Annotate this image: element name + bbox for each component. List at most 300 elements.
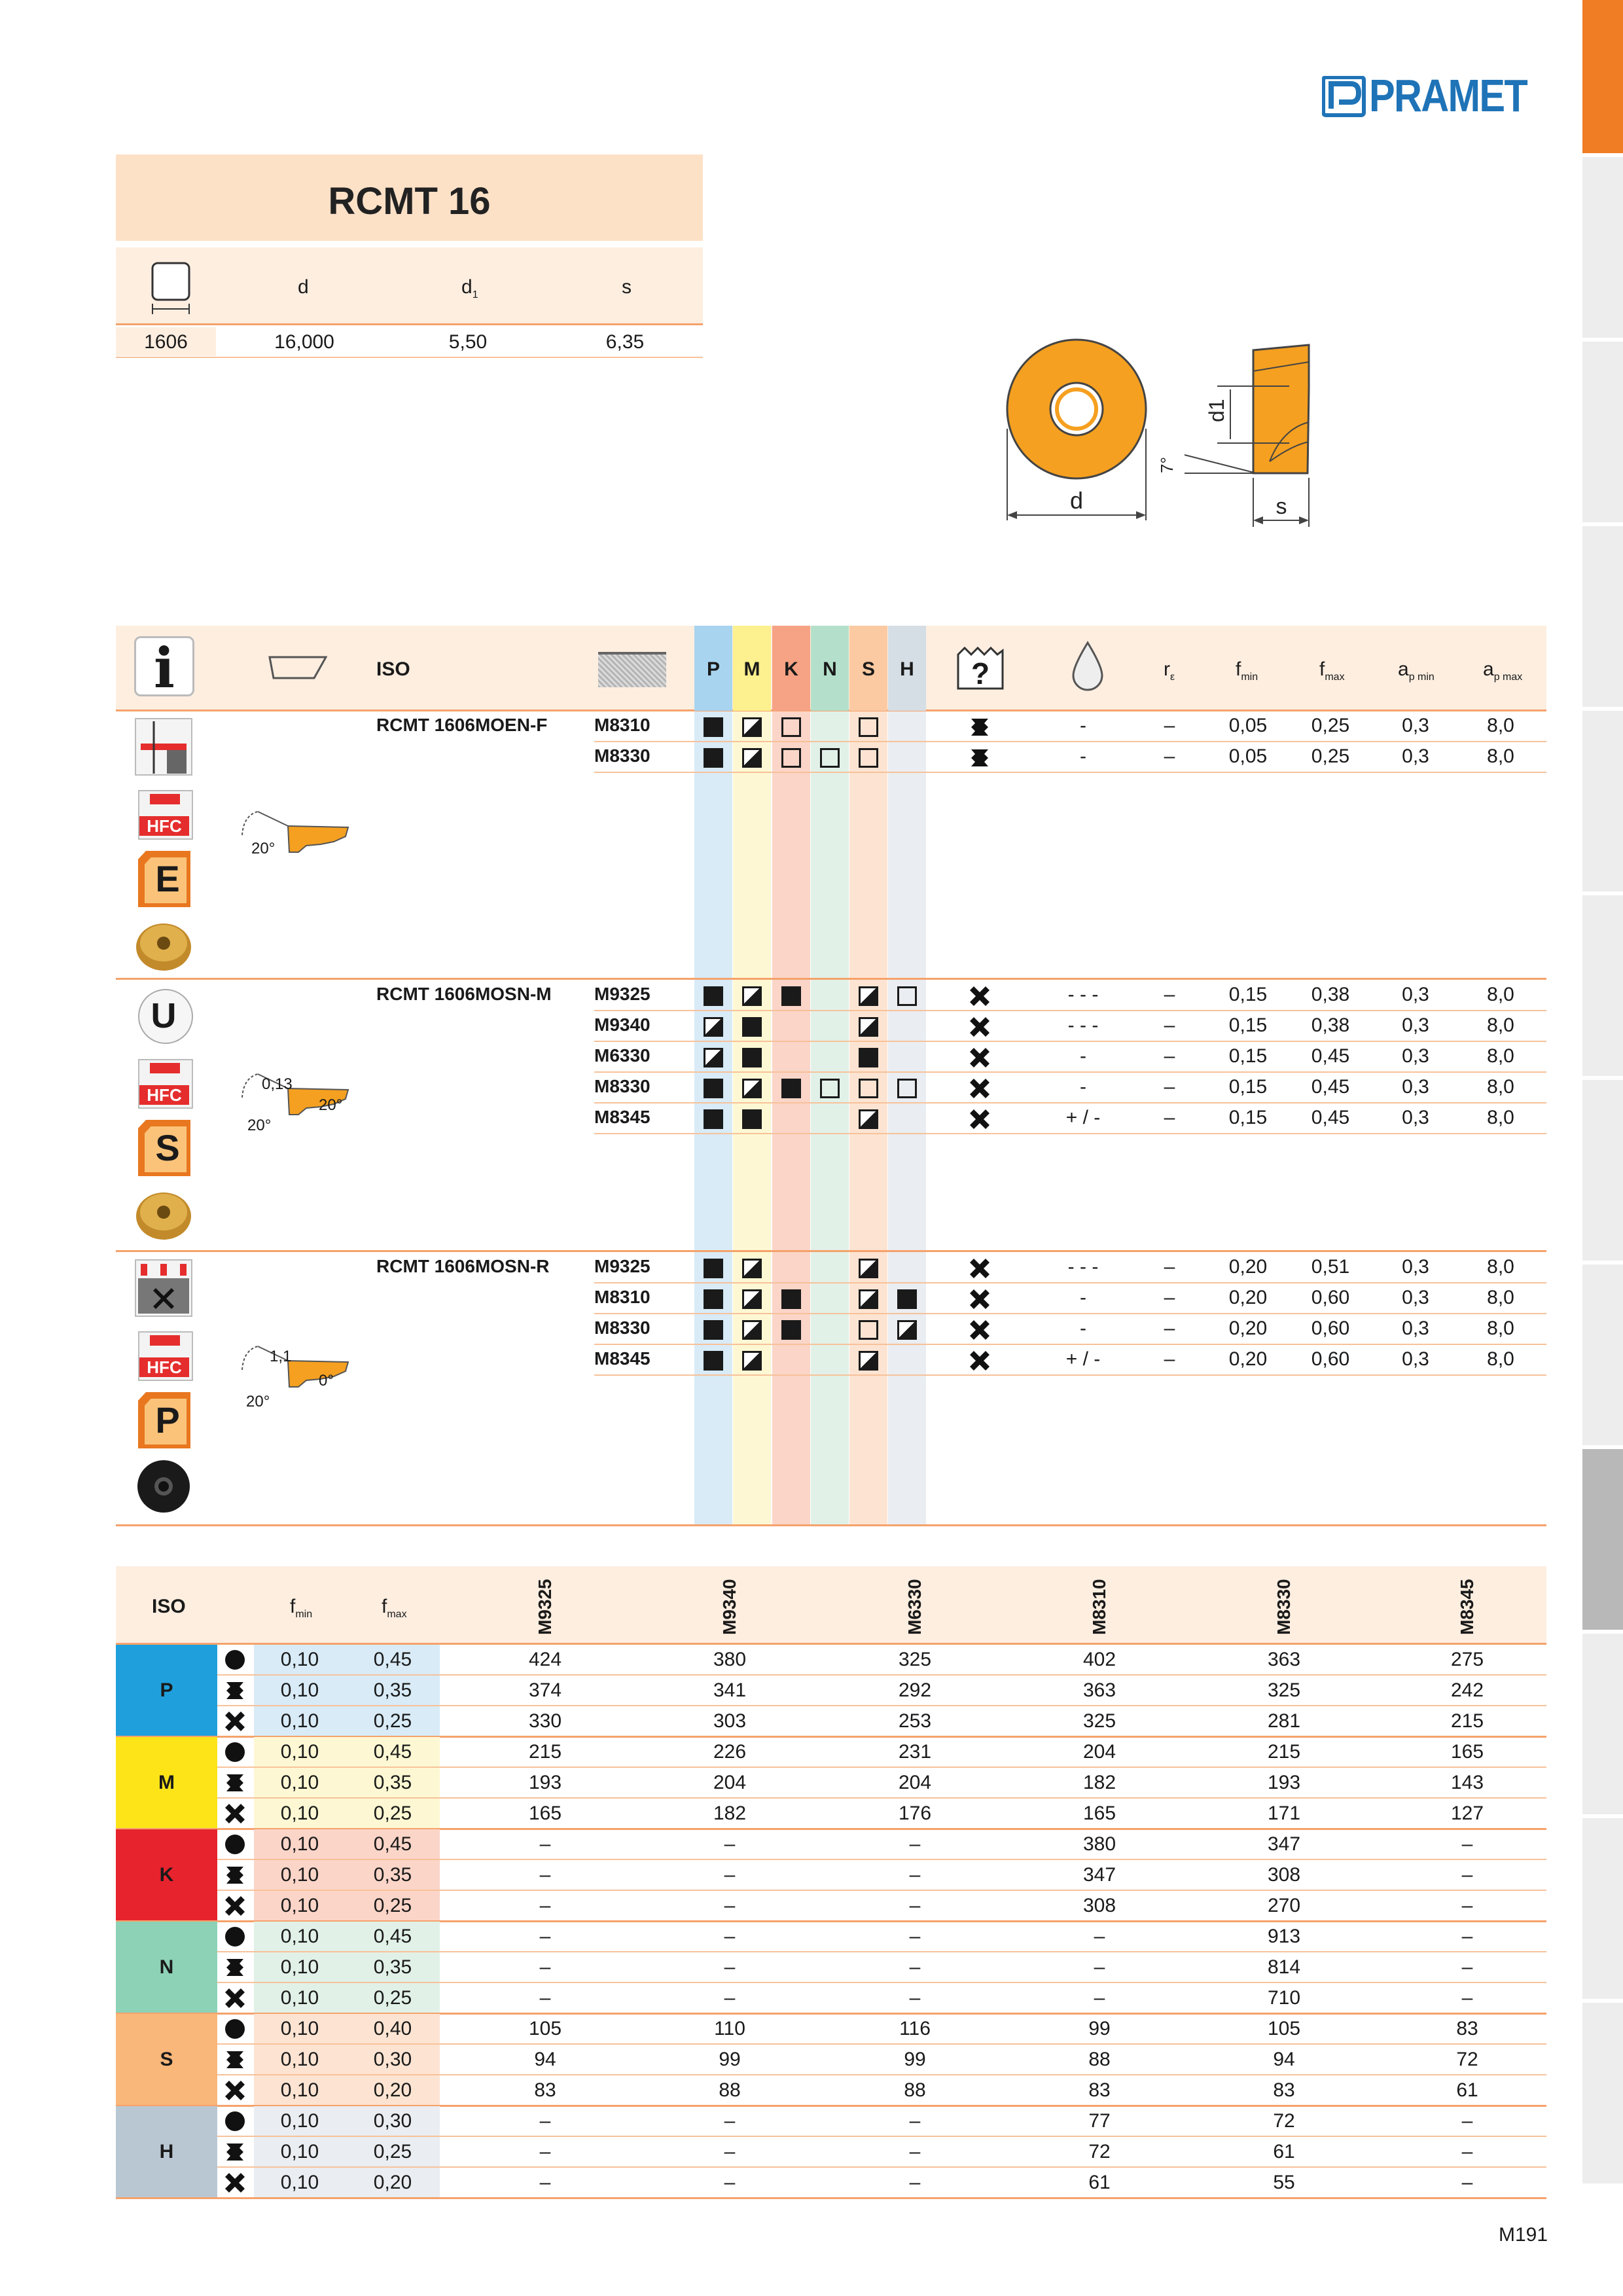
cutting-speed-value: 94 [1273,2049,1295,2070]
insert-photo-icon [134,916,193,975]
geometry-label: 20° [246,1393,270,1410]
cutting-speed-value: 182 [1082,1772,1116,1793]
fmin-value: 0,15 [1228,984,1268,1005]
fmax-value: 0,60 [1311,1287,1350,1308]
insert-photo-black-icon [134,1457,193,1516]
speed-grade-header: M6330 [904,1579,925,1635]
speed-fmin: 0,10 [280,1864,319,1886]
cutting-speed-value: 325 [898,1649,932,1670]
apmax-value: 8,0 [1487,1107,1514,1128]
speed-fmin: 0,10 [280,2110,319,2132]
speed-fmin: 0,10 [280,1833,319,1855]
cutting-speed-value: – [724,1864,736,1886]
material-label: M [158,1771,175,1793]
coolant-value: - - - [1067,1014,1099,1036]
apmin-value: 0,3 [1402,1107,1429,1128]
grade-name: M9340 [594,1014,651,1035]
cutting-speed-value: – [539,1926,551,1947]
suitability-mark [897,1079,917,1098]
fmin-value: 0,20 [1228,1348,1268,1370]
speed-fmax: 0,25 [373,1803,412,1824]
corner-radius-value: – [1164,745,1175,767]
fmin-value: 0,15 [1228,1045,1268,1067]
cutting-speed-value: 424 [528,1649,562,1670]
apmin-value: 0,3 [1402,1348,1429,1370]
speed-fmax: 0,20 [373,2172,412,2193]
cutting-speed-value: 325 [1267,1679,1301,1701]
roughing-icon [134,1259,193,1318]
cutting-speed-value: 204 [713,1772,747,1793]
suitability-mark [704,1079,723,1098]
apmax-value: 8,0 [1487,1287,1514,1308]
e-icon: E [134,850,193,908]
geometry-label: 0,13 [262,1075,293,1093]
cutting-speed-value: 308 [1267,1864,1301,1886]
insert-designation: RCMT 1606MOEN-F [376,715,548,735]
cutting-speed-value: – [724,1956,736,1978]
cutting-speed-value: 814 [1267,1956,1301,1978]
cutting-speed-value: – [724,2172,736,2193]
s-icon: S [134,1119,193,1177]
apmin-value: 0,3 [1402,1287,1429,1308]
info-icon: i [134,636,194,696]
cutting-speed-value: – [1461,2172,1473,2193]
medium-machining-icon [224,2049,246,2071]
speed-fmax: 0,40 [373,2018,412,2039]
cutting-speed-value: 275 [1450,1649,1484,1670]
cutting-speed-value: 363 [1267,1649,1301,1670]
suitability-mark [781,717,801,737]
apmin-value: 0,3 [1402,1318,1429,1339]
brand-name: PRAMET [1369,70,1527,121]
suitability-mark [859,1351,878,1371]
cutting-speed-value: 710 [1267,1987,1301,2009]
material-block-k [116,1829,217,1922]
cutting-speed-value: 374 [528,1679,562,1701]
speed-fmax: 0,25 [373,1710,412,1732]
apmax-value: 8,0 [1487,1256,1514,1278]
dim-d1-value: 5,50 [448,331,488,353]
roughing-icon [224,2079,246,2102]
speed-fmax: 0,25 [373,1895,412,1916]
speed-grade-header: M9340 [719,1579,740,1635]
cutting-speed-value: 105 [528,2018,562,2039]
suitability-mark [704,986,723,1006]
cutting-speed-value: 165 [528,1803,562,1824]
cutting-speed-value: – [539,1987,551,2009]
apmax-value: 8,0 [1487,1318,1514,1339]
header-fmax: $f_{max}$ [1319,658,1345,683]
material-block-m [116,1737,217,1829]
speed-grade-header: M9325 [535,1579,555,1635]
coolant-value: - [1080,1287,1086,1308]
fmin-value: 0,15 [1228,1076,1268,1098]
roughing-icon [969,1257,991,1280]
header-apmin: $a_{p min}$ [1398,658,1435,683]
cutting-speed-value: – [724,2110,736,2132]
speed-fmax: 0,30 [373,2049,412,2070]
cutting-speed-value: – [1461,1987,1473,2009]
cutting-speed-value: – [539,2110,551,2132]
cutting-speed-value: 61 [1456,2079,1478,2101]
suitability-mark [781,986,801,1006]
corner-radius-value: – [1164,1287,1175,1308]
cutting-speed-value: 182 [713,1803,747,1824]
speed-fmin: 0,10 [280,1679,319,1701]
corner-radius-value: – [1164,1045,1175,1067]
page-number: M191 [1499,2224,1548,2246]
suitability-mark [704,1320,723,1340]
speed-grade-header: M8345 [1457,1579,1477,1635]
side-tab[interactable] [1582,342,1623,522]
cutting-speed-value: 143 [1450,1772,1484,1793]
side-tab[interactable] [1582,895,1623,1076]
fmax-value: 0,25 [1311,715,1350,736]
speed-fmax: 0,35 [373,1679,412,1701]
suitability-mark [742,717,762,737]
cutting-speed-value: – [1461,2141,1473,2162]
cutting-speed-value: – [539,1833,551,1855]
header-r: $r_\varepsilon$ [1164,658,1175,683]
side-tab[interactable] [1582,1634,1623,1814]
speed-fmin: 0,10 [280,1895,319,1916]
speed-fmin: 0,10 [280,1803,319,1824]
side-tab[interactable] [1582,1818,1623,1999]
finishing-icon [224,1833,246,1856]
header-fmin: $f_{min}$ [1236,658,1258,683]
roughing-icon [969,1016,991,1038]
corner-radius-value: – [1164,1014,1175,1036]
speed-fmax: 0,25 [373,2141,412,2162]
speed-grade-header: M8310 [1089,1579,1109,1635]
fmin-value: 0,20 [1228,1256,1268,1278]
roughing-icon [224,1895,246,1917]
material-header-p: P [694,626,732,711]
side-tab-active[interactable] [1582,0,1623,153]
cutting-speed-value: – [1461,1895,1473,1916]
suitability-mark [781,1289,801,1309]
cutting-speed-value: 380 [1082,1833,1116,1855]
cutting-speed-value: 242 [1450,1679,1484,1701]
apmax-value: 8,0 [1487,1348,1514,1370]
medium-machining-icon [224,1772,246,1794]
coolant-value: - [1080,1045,1086,1067]
cutting-speed-value: 165 [1082,1803,1116,1824]
suitability-mark [781,748,801,768]
cutting-speed-value: 292 [898,1679,932,1701]
dimension-header [116,247,703,325]
grade-name: M8345 [594,1107,651,1127]
medium-machining-icon [224,1956,246,1979]
speed-header-iso: ISO [152,1596,186,1617]
coolant-value: - [1080,745,1086,767]
cutting-speed-value: 193 [528,1772,562,1793]
speed-fmin: 0,10 [280,1956,319,1978]
fmin-value: 0,20 [1228,1318,1268,1339]
cutting-speed-value: – [909,1987,921,2009]
dim-s-value: 6,35 [605,331,645,353]
side-tab[interactable] [1582,1265,1623,1445]
suitability-mark [742,1259,762,1278]
cutting-speed-value: 215 [1267,1741,1301,1763]
speed-fmin: 0,10 [280,2079,319,2101]
suitability-mark [742,1320,762,1340]
medium-machining-icon [224,1679,246,1702]
geometry-label: 1,1 [270,1348,292,1365]
fmax-value: 0,60 [1311,1318,1350,1339]
cutting-speed-value: 347 [1267,1833,1301,1855]
suitability-mark [742,1079,762,1098]
apmin-value: 0,3 [1402,1076,1429,1098]
speed-fmax: 0,35 [373,1864,412,1886]
cutting-speed-value: 341 [713,1679,747,1701]
cutting-speed-value: 325 [1082,1710,1116,1732]
cutting-speed-value: – [1461,1864,1473,1886]
cutting-speed-value: 347 [1082,1864,1116,1886]
material-column-n [811,711,849,1526]
corner-radius-value: – [1164,1348,1175,1370]
cutting-speed-value: – [1094,1987,1105,2009]
dim-header-d: d [298,276,309,298]
fmin-value: 0,05 [1228,745,1268,767]
suitability-mark [742,1351,762,1371]
medium-machining-icon [969,716,991,738]
suitability-mark [820,748,840,768]
speed-fmin: 0,10 [280,1741,319,1763]
cutting-speed-value: – [1094,1956,1105,1978]
roughing-icon [969,985,991,1007]
suitability-mark [742,1289,762,1309]
cutting-speed-value: – [724,1926,736,1947]
speed-fmin: 0,10 [280,1710,319,1732]
suitability-mark [704,1109,723,1129]
speed-fmin: 0,10 [280,1926,319,1947]
suitability-mark [704,1289,723,1309]
cutting-speed-value: 55 [1273,2172,1295,2193]
grade-name: M9325 [594,984,651,1004]
cutting-speed-value: – [724,1895,736,1916]
cutting-speed-value: 83 [1273,2079,1295,2101]
suitability-mark [704,1259,723,1278]
grade-name: M8330 [594,1076,651,1096]
speed-fmin: 0,10 [280,2141,319,2162]
fmax-value: 0,51 [1311,1256,1350,1278]
apmax-value: 8,0 [1487,745,1514,767]
drawing-label-s: s [1275,494,1287,519]
question-icon: ? [955,645,1005,691]
cutting-speed-value: 88 [719,2079,741,2101]
cutting-speed-value: – [724,1987,736,2009]
cutting-speed-value: 94 [534,2049,556,2070]
material-label: P [160,1679,173,1701]
cutting-speed-value: 204 [1082,1741,1116,1763]
cutting-speed-value: – [1461,2110,1473,2132]
side-tab[interactable] [1582,2003,1623,2183]
cutting-speed-value: 99 [904,2049,926,2070]
geometry-label: 20° [251,840,276,857]
cutting-speed-value: 215 [1450,1710,1484,1732]
suitability-mark [897,1289,917,1309]
medium-machining-icon [224,2141,246,2163]
fmax-value: 0,45 [1311,1076,1350,1098]
corner-radius-value: – [1164,1076,1175,1098]
apmax-value: 8,0 [1487,984,1514,1005]
apmin-value: 0,3 [1402,715,1429,736]
apmax-value: 8,0 [1487,715,1514,736]
dim-header-s: s [622,276,632,298]
material-label: K [159,1863,174,1886]
cutting-speed-value: 99 [719,2049,741,2070]
cutting-speed-value: – [1094,1926,1105,1947]
cutting-speed-value: 61 [1088,2172,1111,2193]
insert-drawing [1001,331,1342,533]
header-apmax: $a_{p max}$ [1483,658,1523,683]
material-column-h [888,711,926,1526]
side-tab[interactable] [1582,526,1623,707]
title-card [116,154,703,241]
pramet-logo [1322,70,1544,121]
roughing-icon [224,1987,246,2009]
speed-fmin: 0,10 [280,2018,319,2039]
fmax-value: 0,60 [1311,1348,1350,1370]
cutting-speed-value: – [909,2172,921,2193]
drawing-label-angle: 7° [1157,457,1177,473]
suitability-mark [742,1048,762,1067]
speed-fmin: 0,10 [280,1987,319,2009]
speed-header-fmax: $f_{max}$ [382,1596,407,1620]
corner-radius-value: – [1164,715,1175,736]
cutting-speed-value: – [1461,1956,1473,1978]
page-title: RCMT 16 [328,180,491,223]
suitability-mark [820,1079,840,1098]
medium-machining-icon [224,1864,246,1886]
cutting-speed-value: 61 [1273,2141,1295,2162]
suitability-mark [742,986,762,1006]
roughing-icon [224,1710,246,1732]
side-tab[interactable] [1582,157,1623,338]
medium-machining-icon [969,747,991,769]
material-block-n [116,1922,217,2014]
material-block-s [116,2014,217,2106]
coolant-value: - [1080,1076,1086,1098]
material-label: H [159,2140,174,2162]
roughing-icon [969,1077,991,1100]
p-icon: P [134,1391,193,1450]
speed-fmax: 0,45 [373,1833,412,1855]
roughing-icon [969,1350,991,1372]
cutting-speed-value: 363 [1082,1679,1116,1701]
cutting-speed-value: – [909,1895,921,1916]
material-column-k [772,711,810,1526]
speed-fmin: 0,10 [280,2172,319,2193]
cutting-speed-value: – [724,1833,736,1855]
cutting-speed-value: 83 [534,2079,556,2101]
fmin-value: 0,15 [1228,1107,1268,1128]
grade-name: M8330 [594,745,651,766]
coolant-value: - - - [1067,1256,1099,1278]
grade-name: M9325 [594,1256,651,1276]
cutting-speed-value: 127 [1450,1803,1484,1824]
speed-grade-header: M8330 [1274,1579,1294,1635]
speed-fmax: 0,20 [373,2079,412,2101]
grade-name: M6330 [594,1045,651,1066]
cutting-speed-value: – [909,2110,921,2132]
roughing-icon [969,1047,991,1069]
suitability-mark [859,986,878,1006]
roughing-icon [224,2172,246,2194]
insert-designation: RCMT 1606MOSN-R [376,1256,550,1276]
side-tab[interactable] [1582,1449,1623,1630]
cutting-speed-value: 308 [1082,1895,1116,1916]
dim-d-value: 16,000 [274,331,334,353]
cutting-speed-value: 165 [1450,1741,1484,1763]
fmax-value: 0,25 [1311,745,1350,767]
speed-fmax: 0,45 [373,1926,412,1947]
cutting-speed-value: 99 [1088,2018,1111,2039]
material-header-h: H [888,626,926,711]
cutting-speed-value: 88 [904,2079,926,2101]
finishing-icon [224,2018,246,2040]
side-tab[interactable] [1582,711,1623,891]
fmax-value: 0,38 [1311,1014,1350,1036]
coolant-value: + / - [1065,1107,1101,1128]
suitability-mark [742,1109,762,1129]
speed-fmax: 0,45 [373,1741,412,1763]
suitability-mark [897,986,917,1006]
cutting-speed-value: 171 [1267,1803,1301,1824]
cutting-speed-value: 72 [1088,2141,1111,2162]
insert-designation: RCMT 1606MOSN-M [376,984,552,1004]
cutting-speed-value: 116 [899,2018,931,2039]
cutting-speed-value: 204 [898,1772,932,1793]
material-header-k: K [772,626,810,711]
cutting-speed-value: – [539,2141,551,2162]
side-tab[interactable] [1582,1080,1623,1261]
cutting-speed-value: 176 [898,1803,932,1824]
cutting-speed-value: 330 [528,1710,562,1732]
finishing-icon [224,1741,246,1763]
cutting-speed-value: – [1461,1833,1473,1855]
suitability-mark [781,1079,801,1098]
suitability-mark [859,1048,878,1067]
suitability-mark [781,1320,801,1340]
finishing-icon [224,1649,246,1671]
speed-fmax: 0,35 [373,1772,412,1793]
cutting-speed-value: – [539,1864,551,1886]
suitability-mark [742,748,762,768]
cutting-speed-value: 402 [1082,1649,1116,1670]
apmin-value: 0,3 [1402,1045,1429,1067]
suitability-mark [704,1351,723,1371]
cutting-speed-value: – [539,1895,551,1916]
suitability-mark [704,1017,723,1037]
cutting-speed-value: 231 [898,1741,932,1763]
geometry-label: 20° [319,1096,343,1114]
cutting-speed-value: – [909,2141,921,2162]
suitability-mark [704,717,723,737]
cutting-speed-value: 77 [1088,2110,1111,2132]
corner-radius-value: – [1164,984,1175,1005]
cutting-speed-value: – [909,1956,921,1978]
suitability-mark [704,1048,723,1067]
speed-header-fmin: $f_{min}$ [290,1596,313,1620]
suitability-mark [859,1259,878,1278]
material-block-h [116,2106,217,2198]
material-header-m: M [733,626,771,711]
cutting-speed-value: – [909,1833,921,1855]
fmin-value: 0,20 [1228,1287,1268,1308]
cutting-speed-value: 88 [1088,2049,1111,2070]
